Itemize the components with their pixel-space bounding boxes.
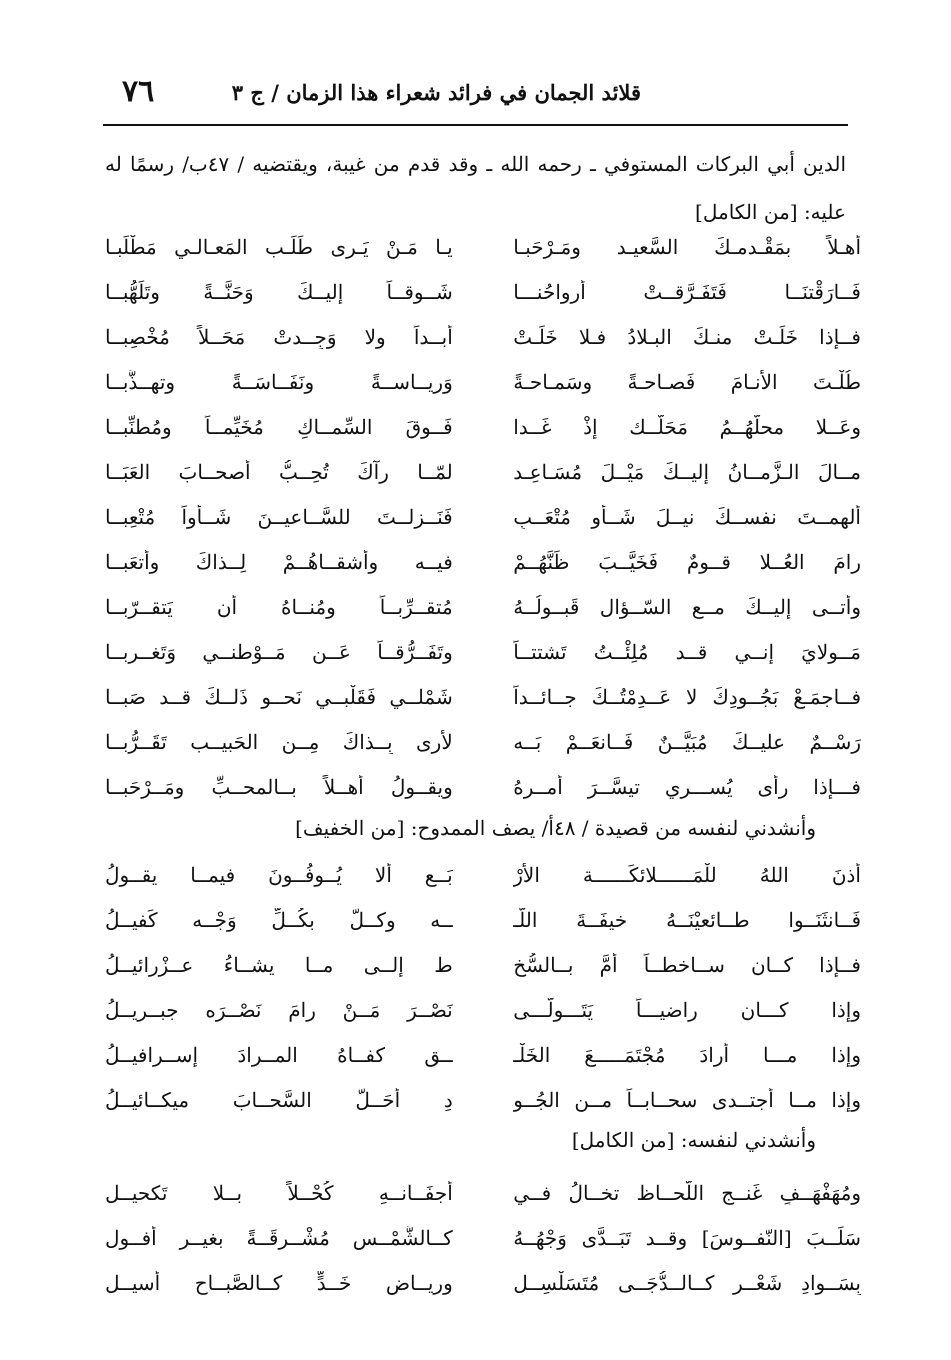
verse bbox=[105, 1170, 861, 1215]
verse-first-hemistich: وإذا مــا أجتــدى سحــابــاً مــن الجُــو bbox=[513, 1087, 861, 1112]
verse-first-hemistich: طُلْـتَ الأنـامَ فَصـاحـةً وسَمـاحـةً bbox=[513, 369, 861, 394]
verse bbox=[105, 539, 861, 584]
verse-second-hemistich: وريــاضِ خَــدٍّ كــالصَّبــاحِ أسيــلِ bbox=[105, 1270, 453, 1295]
verse-second-hemistich: وتَفَــرُّقــاً عَــن مَــوْطنــي وَتَغــربــا bbox=[105, 639, 453, 664]
verse-second-hemistich: ويقــولُ أهــلاً بــالمحــبِّ ومَــرْحَبــا bbox=[105, 774, 453, 799]
verse-second-hemistich: يـا مَـنْ يَـرى طَلَـب المَعـالـي مَطْلَبـا bbox=[105, 234, 453, 259]
verse-first-hemistich: فَــارَقْتنَــا فَتَفَـرَّقــتْ أرواحُنـــا bbox=[513, 279, 861, 304]
verse bbox=[105, 897, 861, 942]
prose-paragraph bbox=[105, 140, 846, 236]
verse bbox=[105, 449, 861, 494]
verse bbox=[105, 314, 861, 359]
verse bbox=[105, 1077, 861, 1122]
verse-first-hemistich: ومُهَفْهَــفٍ غَنــجِ اللّحــاظ تخــالُ فــي bbox=[513, 1180, 861, 1205]
verse-first-hemistich: وأتــى إليــكَ مــع السّــؤال قَبــولُــهُ bbox=[513, 594, 861, 619]
verse-second-hemistich: شَمْلــي فَقَلْبــي نَحــو ذَلــكَ قــد صَبــا bbox=[105, 684, 453, 709]
page-number: ٧٦ bbox=[122, 74, 155, 109]
verse-second-hemistich: لأرى بِــذاكَ مِــن الحَبيــب تَقَــرُّبــا bbox=[105, 729, 453, 754]
verse bbox=[105, 224, 861, 269]
verse-first-hemistich: وعَــلا محلّهُــمُ مَحَلُّــك إذْ غَــدا bbox=[513, 414, 861, 439]
verse-first-hemistich: ألهمــتَ نفســكَ نيــلَ شَــأوٍ مُتْعَــبٍ bbox=[513, 504, 861, 529]
verse bbox=[105, 1260, 861, 1305]
verse-second-hemistich: دِ أحَــلَّ السَّحــابَ ميكــائيــلُ bbox=[105, 1087, 453, 1112]
verse bbox=[105, 629, 861, 674]
verse-second-hemistich: فيــه وأشقــاهُــمْ لِــذاكَ وأتعَبــا bbox=[105, 549, 453, 574]
verse bbox=[105, 674, 861, 719]
poem-1 bbox=[105, 224, 861, 809]
verse-second-hemistich: ــه وكــلٌّ بكُــلِّ وَجْــه كَفيــلُ bbox=[105, 907, 453, 932]
poem-intro: وأنشدني لنفسه: [من الكامل] bbox=[571, 1128, 816, 1152]
running-title: قلائد الجمان في فرائد شعراء هذا الزمان / ج ٣ bbox=[231, 80, 641, 105]
verse-first-hemistich: مــالَ الـزَّمــانُ إليــكَ مَيْــلَ مُسَـاعِـد bbox=[513, 459, 861, 484]
verse-first-hemistich: أهـلاً بمَقْـدمـكَ السَّعيـد ومَـرْحَبـا bbox=[513, 234, 861, 259]
verse bbox=[105, 359, 861, 404]
verse-first-hemistich: سَلَــبَ [النّفــوسَ] وقــد تَبَــدَّى وَجْهُــهُ bbox=[513, 1225, 861, 1250]
verse bbox=[105, 942, 861, 987]
verse bbox=[105, 764, 861, 809]
verse-first-hemistich: وإذا مـــا أرادَ مُجْتَمَـــــعَ الخَلْـ bbox=[513, 1042, 861, 1067]
verse-first-hemistich: فَــانثَنَــوا طــائعيْنَــهُ خيفَــةَ اللّـ bbox=[513, 907, 861, 932]
verse-first-hemistich: فــإذا خَلَـتْ منـكَ البـلادُ فـلا خَلَـتْ bbox=[513, 324, 861, 349]
verse-second-hemistich: لمّــا رآكَ تُحِــبُّ أصحــابَ العَبَــا bbox=[105, 459, 453, 484]
verse-second-hemistich: بَــعِ ألا يُــوفُــونَ فيمــا يقــولُ bbox=[105, 862, 453, 887]
verse-second-hemistich: أبــداً ولا وَجِــدتْ مَحَــلاً مُخْصِبــا bbox=[105, 324, 453, 349]
verse-first-hemistich: فـــإذا رأى يُســـري تيسَّــرَ أمــرهُ bbox=[513, 774, 861, 799]
verse-first-hemistich: رامَ العُــلا قــومٌ فَخَيَّــبَ ظَنَّهُــمْ bbox=[513, 549, 861, 574]
verse bbox=[105, 719, 861, 764]
verse-second-hemistich: فَنَــزلــتَ للسَّــاعيــنَ شَــأواً مُتْعِبــا bbox=[105, 504, 453, 529]
verse bbox=[105, 404, 861, 449]
verse bbox=[105, 1032, 861, 1077]
verse-second-hemistich: وَريــاســةً ونَفَــاسَــةً وتهــذُّبــا bbox=[105, 369, 453, 394]
verse-second-hemistich: فَــوقَ السِّمــاكِ مُخَيِّمــاً ومُطنِّبــا bbox=[105, 414, 453, 439]
verse-second-hemistich: ط إلــى مــا يشــاءُ عــزْرائيــلُ bbox=[105, 952, 453, 977]
verse-first-hemistich: مَــولايَ إنــي قــد مُلِئْــتُ تَشتتــاً bbox=[513, 639, 861, 664]
verse bbox=[105, 269, 861, 314]
verse-first-hemistich: فــاجمَـعْ بَجُــودِكَ لا عَــدِمْتُــكَ جــائــداً bbox=[513, 684, 861, 709]
page-header bbox=[100, 74, 851, 114]
verse-first-hemistich: وإذا كـــان راضيـــاً يَتَـــولَّـــى bbox=[513, 997, 861, 1022]
verse-second-hemistich: ــقِ كفــاهُ المــرادَ إســرافيــلُ bbox=[105, 1042, 453, 1067]
verse-first-hemistich: بِسَــوادِ شَعْــرٍ كــالــدُّجَــى مُتَسَلْسِــلٍ bbox=[513, 1270, 861, 1295]
verse bbox=[105, 1215, 861, 1260]
verse bbox=[105, 584, 861, 629]
poem-2 bbox=[105, 852, 861, 1122]
verse bbox=[105, 852, 861, 897]
verse-second-hemistich: أجفَــانــهِ كُحْــلاً بــلا تَكحيــل bbox=[105, 1180, 453, 1205]
poem-3 bbox=[105, 1170, 861, 1305]
verse-second-hemistich: كــالشَّمْــس مُشْــرِقَــةً بغيــر أفــول bbox=[105, 1225, 453, 1250]
prose-line: عليه: [من الكامل] bbox=[695, 200, 846, 224]
header-rule bbox=[103, 124, 848, 126]
verse-second-hemistich: نَصْــرَ مَــنْ رامَ نَصْــرَه جبــريــلُ bbox=[105, 997, 453, 1022]
verse-second-hemistich: مُتقــرِّبــاً ومُنــاهُ أن يَتقــرّبــا bbox=[105, 594, 453, 619]
verse-first-hemistich: أذنَ اللهُ للْمَــــــلائكَــــــة الأرْ bbox=[513, 862, 861, 887]
poem-intro: وأنشدني لنفسه من قصيدة / ٤٨أ/ يصف الممدوح: [من الخفيف] bbox=[295, 816, 816, 840]
verse-second-hemistich: شَــوقــاً إليــكَ وَحَنَّــةً وتَلَهُّبــا bbox=[105, 279, 453, 304]
verse-first-hemistich: رَسْــمٌ عليــكَ مُبَيَّــنٌ فَــانعَــمْ بَــه bbox=[513, 729, 861, 754]
verse bbox=[105, 494, 861, 539]
verse-first-hemistich: فــإذا كــان ســاخطــاً أمَّ بــالسُّخ bbox=[513, 952, 861, 977]
verse bbox=[105, 987, 861, 1032]
prose-line: الدين أبي البركات المستوفي ـ رحمه الله ـ وقد قدم من غيبة، ويقتضيه / ٤٧ب/ رسمًا له bbox=[105, 152, 846, 176]
